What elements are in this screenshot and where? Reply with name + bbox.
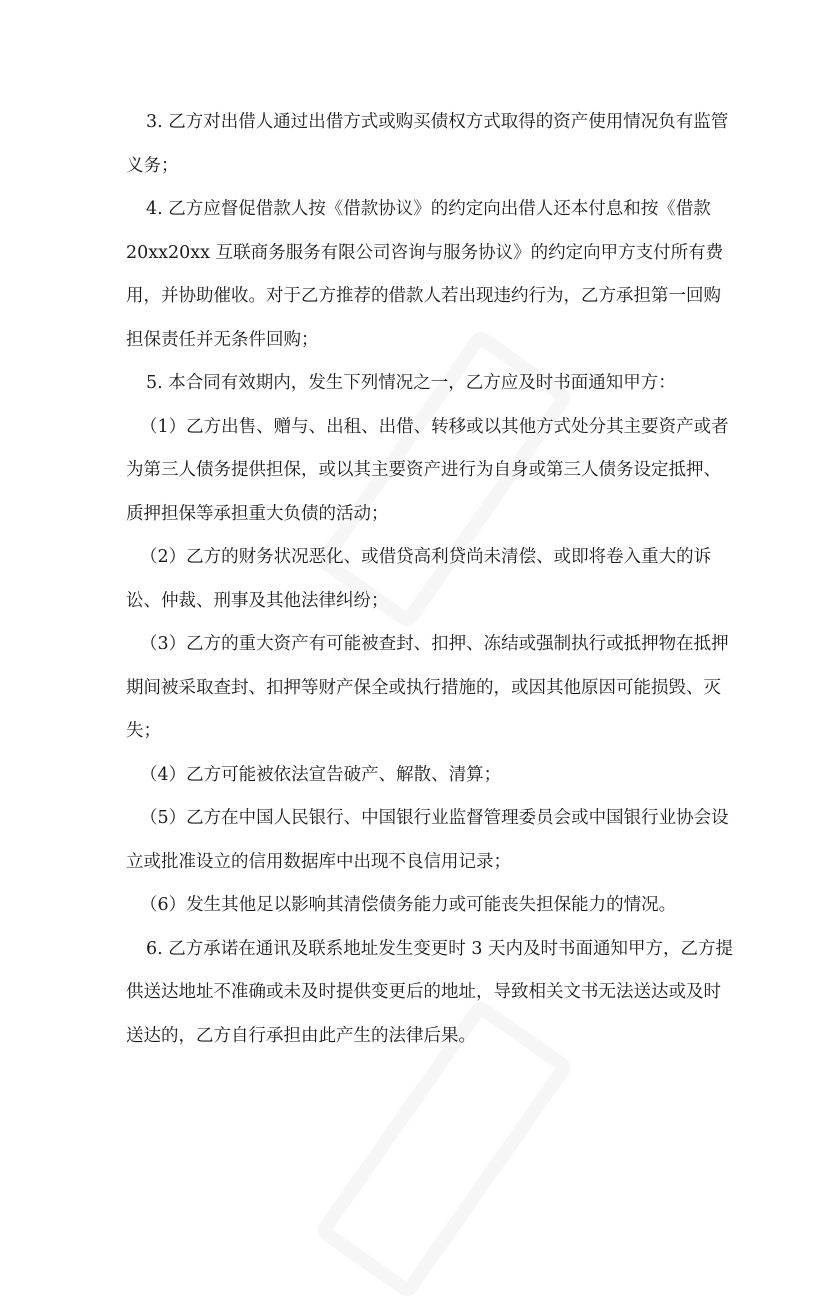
text-line: 义务； xyxy=(126,155,179,176)
text-line: 失； xyxy=(126,721,161,741)
text-line: （5）乙方在中国人民银行、中国银行业监督管理委员会或中国银行业协会设 xyxy=(140,808,729,828)
text-line: 20xx20xx 互联商务服务有限公司咨询与服务协议》的约定向甲方支付所有费 xyxy=(126,242,724,263)
text-line: （1）乙方出售、赠与、出租、出借、转移或以其他方式处分其主要资产或者 xyxy=(140,416,729,437)
text-line: 为第三人债务提供担保，或以其主要资产进行为自身或第三人债务设定抵押、 xyxy=(126,460,721,480)
text-line: 6. 乙方承诺在通讯及联系地址发生变更时 3 天内及时书面通知甲方，乙方提 xyxy=(146,938,734,959)
text-line: 讼、仲裁、刑事及其他法律纠纷； xyxy=(126,590,389,611)
text-line: 送达的，乙方自行承担由此产生的法律后果。 xyxy=(126,1025,476,1046)
text-line: （4）乙方可能被依法宣告破产、解散、清算； xyxy=(140,764,502,785)
text-line: 立或批准设立的信用数据库中出现不良信用记录； xyxy=(126,851,511,872)
text-line: 担保责任并无条件回购； xyxy=(126,329,319,350)
text-line: （2）乙方的财务状况恶化、或借贷高利贷尚未清偿、或即将卷入重大的诉 xyxy=(140,547,712,567)
text-line: 4. 乙方应督促借款人按《借款协议》的约定向出借人还本付息和按《借款 xyxy=(146,199,711,219)
text-line: 质押担保等承担重大负债的活动； xyxy=(126,503,389,524)
text-line: 期间被采取查封、扣押等财产保全或执行措施的，或因其他原因可能损毁、灭 xyxy=(126,677,721,698)
text-line: 用，并协助催收。对于乙方推荐的借款人若出现违约行为，乙方承担第一回购 xyxy=(126,286,721,306)
text-line: （3）乙方的重大资产有可能被查封、扣押、冻结或强制执行或抵押物在抵押 xyxy=(140,634,729,654)
text-line: （6）发生其他足以影响其清偿债务能力或可能丧失担保能力的情况。 xyxy=(140,895,677,915)
text-line: 供送达地址不准确或未及时提供变更后的地址，导致相关文书无法送达或及时 xyxy=(126,982,721,1002)
text-line: 3. 乙方对出借人通过出借方式或购买债权方式取得的资产使用情况负有监管 xyxy=(146,112,729,132)
text-line: 5. 本合同有效期内，发生下列情况之一，乙方应及时书面通知甲方： xyxy=(146,373,676,393)
